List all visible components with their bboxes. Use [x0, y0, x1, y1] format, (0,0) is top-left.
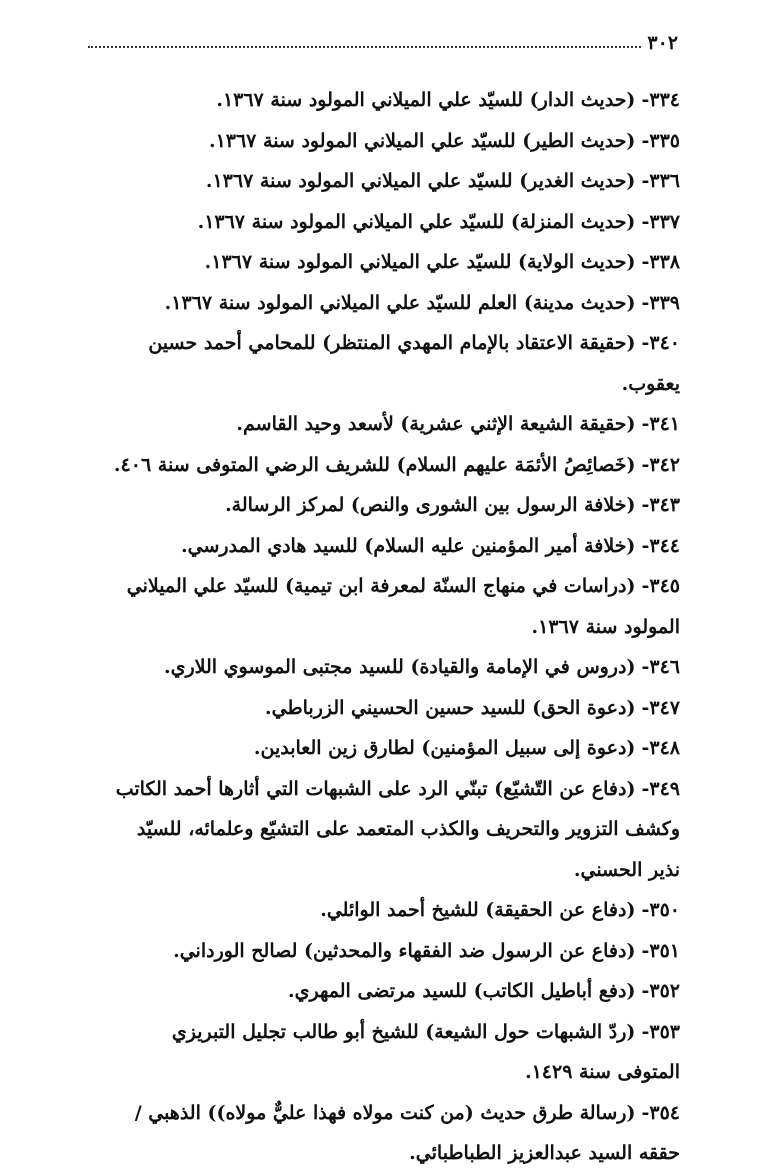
- entry-text: (دعوة الحق) للسيد حسين الحسيني الزرباطي.: [265, 696, 636, 719]
- entry-number: ٣٤٠-: [641, 332, 680, 354]
- entry-number: ٣٣٥-: [641, 129, 680, 152]
- entry-number: ٣٣٧-: [641, 210, 680, 233]
- entry-number: ٣٤٨-: [641, 737, 680, 759]
- list-item: [110, 566, 680, 647]
- entry-number: ٣٤٧-: [641, 696, 680, 719]
- entry-text: (دفاع عن التّشيّع) تبنّي الرد على الشبهات التي أثارها أحمد الكاتب وكشف التزوير والتحريف والكذب المتعمد على التشيّع وعلمائه، للسيّد نذير الحسني.: [115, 777, 680, 881]
- entry-text: (خلافة أمير المؤمنين عليه السلام) للسيد هادي المدرسي.: [181, 534, 636, 557]
- entry-text: (حديث الدار) للسيّد علي الميلاني المولود سنة ١٣٦٧.: [216, 89, 636, 111]
- entry-text: (حديث الغدير) للسيّد علي الميلاني المولود سنة ١٣٦٧.: [205, 170, 636, 192]
- entry-text: (دراسات في منهاج السنّة لمعرفة ابن تيمية) للسيّد علي الميلاني المولود سنة ١٣٦٧.: [126, 575, 680, 638]
- list-item: [110, 80, 680, 121]
- list-item: [110, 890, 680, 931]
- entry-number: ٣٥٣-: [641, 1020, 680, 1043]
- entry-text: (حديث المنزلة) للسيّد علي الميلاني المولود سنة ١٣٦٧.: [197, 210, 636, 233]
- entry-number: ٣٤٢-: [641, 453, 680, 476]
- entry-text: (دفاع عن الرسول ضد الفقهاء والمحدثين) لصالح الورداني.: [173, 939, 636, 962]
- entry-text: (حقيقة الاعتقاد بالإمام المهدي المنتظر) للمحامي أحمد حسين يعقوب.: [148, 332, 680, 395]
- list-item: [110, 1093, 680, 1174]
- list-item: [110, 931, 680, 972]
- entry-text: (دروس في الإمامة والقيادة) للسيد مجتبى الموسوي اللاري.: [163, 656, 636, 678]
- page-number: ٣٠٢: [647, 32, 678, 54]
- entry-number: ٣٤٩-: [641, 777, 680, 800]
- entry-text: (خَصائِصُ الأئمَة عليهم السلام) للشريف الرضي المتوفى سنة ٤٠٦.: [113, 453, 636, 476]
- list-item: [110, 1012, 680, 1093]
- entry-text: (حديث مدينة) العلم للسيّد علي الميلاني المولود سنة ١٣٦٧.: [164, 291, 636, 314]
- list-item: [110, 769, 680, 891]
- list-item: [110, 202, 680, 243]
- entry-number: ٣٣٤-: [641, 89, 680, 111]
- entry-text: (حقيقة الشيعة الإثني عشرية) لأسعد وحيد القاسم.: [236, 413, 636, 435]
- list-item: [110, 283, 680, 324]
- entry-number: ٣٣٨-: [641, 251, 680, 273]
- entry-number: ٣٣٩-: [641, 291, 680, 314]
- entry-text: (حديث الطير) للسيّد علي الميلاني المولود سنة ١٣٦٧.: [208, 129, 636, 152]
- entry-text: (خلافة الرسول بين الشورى والنص) لمركز الرسالة.: [225, 494, 636, 516]
- header-dotted-rule: [88, 46, 641, 48]
- entry-number: ٣٤٥-: [641, 575, 680, 597]
- list-item: [110, 485, 680, 526]
- entry-number: ٣٥٢-: [641, 980, 680, 1002]
- entry-number: ٣٤٦-: [641, 656, 680, 678]
- entry-number: ٣٥١-: [641, 939, 680, 962]
- entry-number: ٣٥٠-: [641, 899, 680, 921]
- entry-number: ٣٣٦-: [641, 170, 680, 192]
- list-item: [110, 121, 680, 162]
- list-item: [110, 161, 680, 202]
- entry-number: ٣٤٣-: [641, 494, 680, 516]
- list-item: [110, 404, 680, 445]
- entry-text: (دعوة إلى سبيل المؤمنين) لطارق زين العابدين.: [253, 737, 636, 759]
- entry-text: (دفع أباطيل الكاتب) للسيد مرتضى المهري.: [288, 980, 636, 1002]
- list-item: [110, 971, 680, 1012]
- list-item: [110, 526, 680, 567]
- entry-number: ٣٤١-: [641, 413, 680, 435]
- entry-number: ٣٥٤-: [641, 1101, 680, 1124]
- list-item: [110, 242, 680, 283]
- entry-number: ٣٤٤-: [641, 534, 680, 557]
- list-item: [110, 688, 680, 729]
- list-item: [110, 647, 680, 688]
- bibliography-list: [110, 80, 680, 1174]
- list-item: [110, 445, 680, 486]
- page-header: [88, 30, 678, 56]
- entry-text: (حديث الولاية) للسيّد علي الميلاني المولود سنة ١٣٦٧.: [204, 251, 636, 273]
- list-item: [110, 323, 680, 404]
- entry-text: (ردّ الشبهات حول الشيعة) للشيخ أبو طالب تجليل التبريزي المتوفى سنة ١٤٢٩.: [171, 1020, 680, 1083]
- entry-text: (رسالة طرق حديث (من كنت مولاه فهذا عليٌّ مولاه)) الذهبي / حققه السيد عبدالعزيز الطباطبائي.: [134, 1101, 680, 1164]
- entry-text: (دفاع عن الحقيقة) للشيخ أحمد الوائلي.: [320, 899, 636, 921]
- list-item: [110, 728, 680, 769]
